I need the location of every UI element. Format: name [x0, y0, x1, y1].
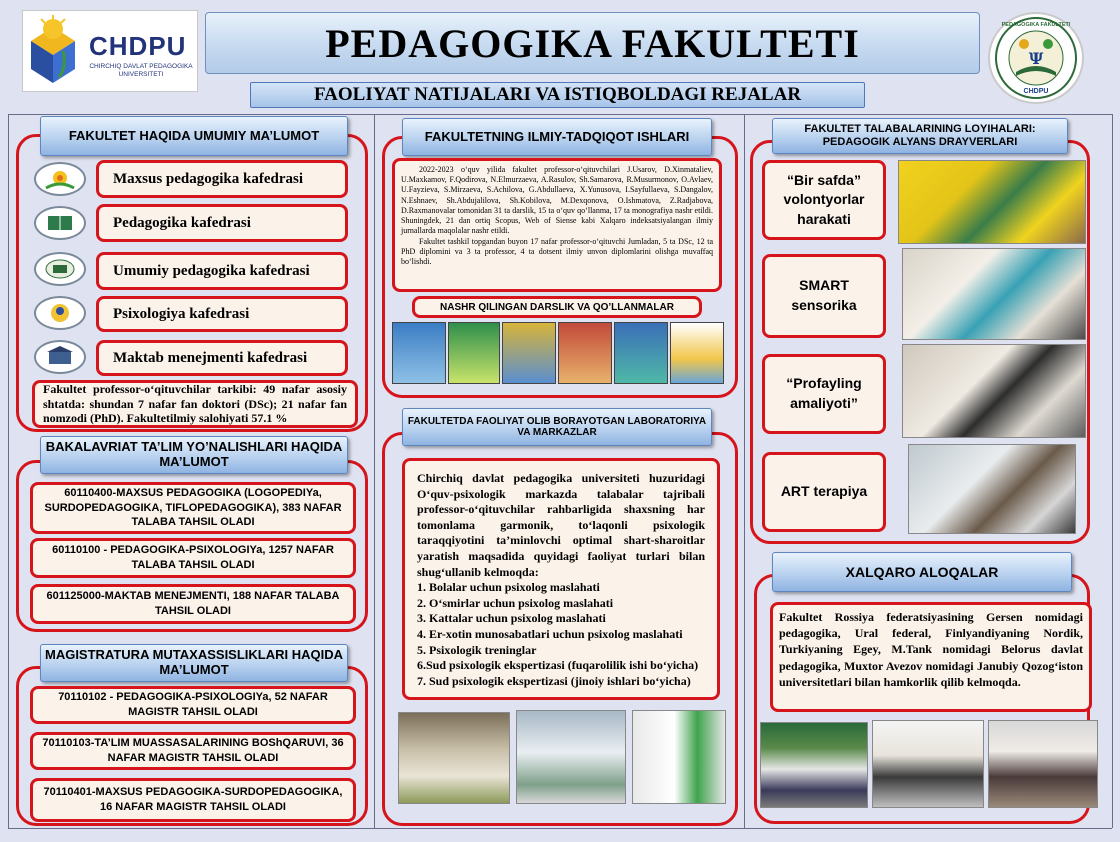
- bachelor-title: BAKALAVRIAT TA’LIM YO’NALISHLARI HAQIDA MA’LUMOT: [40, 436, 348, 474]
- book-cover-3: [502, 322, 556, 384]
- master-title: MAGISTRATURA MUTAXASSISLIKLARI HAQIDA MA’LUMOT: [40, 644, 348, 682]
- project-photo-2: [902, 248, 1086, 340]
- left-edge: [8, 114, 9, 828]
- dept-maxsus-pedagogika: Maxsus pedagogika kafedrasi: [96, 160, 348, 198]
- staff-info-box: [32, 380, 358, 428]
- research-text-box: [392, 158, 722, 292]
- intl-photo-2: [872, 720, 984, 808]
- projects-title: FAKULTET TALABALARINING LOYIHALARI: PEDAGOGIK ALYANS DRAYVERLARI: [772, 118, 1068, 154]
- university-logo: [22, 10, 198, 92]
- column-divider-2: [744, 114, 745, 828]
- right-edge: [1112, 114, 1113, 828]
- labs-title: FAKULTETDA FAOLIYAT OLIB BORAYOTGAN LABORATORIYA VA MARKAZLAR: [402, 408, 712, 446]
- bottom-divider: [8, 828, 1112, 829]
- dept-pedagogika: Pedagogika kafedrasi: [96, 204, 348, 242]
- project-photo-4: [908, 444, 1076, 534]
- project-photo-1: [898, 160, 1086, 244]
- lab-photo-1: [398, 712, 510, 804]
- book-emblem-icon: [40, 256, 80, 282]
- lab-photo-2: [516, 710, 626, 804]
- dept-psixologiya: Psixologiya kafedrasi: [96, 296, 348, 332]
- flower-emblem-icon: [40, 166, 80, 192]
- building-emblem-icon: [40, 344, 80, 370]
- research-paragraph-1: 2022-2023 o‘quv yilida fakultet professor-o‘qituvchilari J.Usarov, D.Xinmataliev, U.Maxkamov, F.Qodirova, N.Elmurzaeva, A.Rasulov, Sh.Samarova, R.Musurmonov, O.Avlaev, U.Fayzieva, S.Mirzaeva, S.Achilova, G.Abdullaeva, X.Yunusova, I.Sayfullaeva, S.Dangalov, N.Eshnaev, Sh.Abdujalilova, Sh.Kobilova, M.Dexqonova, O.Ishmatova, Z.Radjabova, D.Raxmanovalar tomonidan 31 ta darslik, 15 ta o‘quv qo‘llanma, 17 ta monografiya nashr etildi. Shuningdek, 21 dan ortiq Scopus, Web of Siense kabi Xalqaro indeksatsiyalangan ilmiy jurnallarda maqolalar nashr etildi.: [401, 165, 713, 236]
- head-emblem-icon: [40, 300, 80, 326]
- master-program-1: 70110102 - PEDAGOGIKA-PSIXOLOGIYa, 52 NAFAR MAGISTR TAHSIL OLADI: [30, 686, 356, 724]
- general-info-title: FAKULTET HAQIDA UMUMIY MA’LUMOT: [40, 116, 348, 156]
- seal-top-text: PEDAGOGIKA FAKULTETI: [1001, 22, 1071, 28]
- top-divider: [8, 114, 1112, 115]
- labs-item-4: 4. Er-xotin munosabatlari uchun psixolog maslahati: [417, 626, 683, 641]
- book-cover-1: [392, 322, 446, 384]
- page-title: PEDAGOGIKA FAKULTETI: [205, 12, 980, 74]
- labs-text-box: [402, 458, 720, 700]
- dept-icon-3: [34, 252, 86, 286]
- book-cover-5: [614, 322, 668, 384]
- bachelor-program-1: 60110400-MAXSUS PEDAGOGIKA (LOGOPEDIYa, SURDOPEDAGOGIKA, TIFLOPEDAGOGIKA), 383 NAFAR TALABA TAHSIL OLADI: [30, 482, 356, 534]
- logo-subtitle: CHIRCHIQ DAVLAT PEDAGOGIKA UNIVERSITETI: [89, 63, 193, 78]
- staff-info-text: Fakultet professor-o‘qituvchilar tarkibi: 49 nafar asosiy shtatda: shundan 7 nafar fan doktori (DSc); 21 nafar fan nomzodi (PhD). Fakultetilmiy salohiyati 57.1 %: [43, 382, 347, 426]
- intl-photo-3: [988, 720, 1098, 808]
- dept-icon-4: [34, 296, 86, 330]
- labs-item-5: 5. Psixologik treninglar: [417, 642, 537, 657]
- dept-umumiy-pedagogika: Umumiy pedagogika kafedrasi: [96, 252, 348, 290]
- faculty-seal: [988, 12, 1084, 104]
- lab-photo-3: [632, 710, 726, 804]
- labs-intro: Chirchiq davlat pedagogika universiteti huzuridagi O‘quv-psixologik markazda talabalar tajribali professor-o‘qituvchilar rahbarligida shaxsning har tomonlama garmonik, to‘laqonli psixologik taraqqiyotini ta’minlovchi optimal shart-sharoitlar yaratish maqsadida quyidagi faoliyat turlari bilan shug‘ullanib kelmoqda:: [417, 471, 705, 579]
- dept-icon-5: [34, 340, 86, 374]
- intl-title: XALQARO ALOQALAR: [772, 552, 1072, 592]
- project-profayling: “Profayling amaliyoti”: [762, 354, 886, 434]
- book-cover-2: [448, 322, 500, 384]
- page-subtitle: FAOLIYAT NATIJALARI VA ISTIQBOLDAGI REJALAR: [250, 82, 865, 108]
- labs-item-7: 7. Sud psixologik ekspertizasi (jinoiy ishlari bo‘yicha): [417, 673, 691, 688]
- research-title: FAKULTETNING ILMIY-TADQIQOT ISHLARI: [402, 118, 712, 156]
- intl-text: Fakultet Rossiya federatsiyasining Gersen nomidagi pedagogika, Ural federal, Finlyandiyaning Nordik, Turkiyaning Egey, M.Tank nomidagi Belorus davlat pedagogika, Muxtor Avezov nomidagi Janubiy Qozog‘iston universitetlari bilan hamkorlik qilib kelmoqda.: [779, 610, 1083, 689]
- book-cover-4: [558, 322, 612, 384]
- labs-item-6: 6.Sud psixologik ekspertizasi (fuqarolilik ishi bo‘yicha): [417, 658, 699, 673]
- seal-bottom-text: CHDPU: [1023, 88, 1049, 95]
- project-art-terapiya: ART terapiya: [762, 452, 886, 532]
- column-divider-1: [374, 114, 375, 828]
- bachelor-program-2: 60110100 - PEDAGOGIKA-PSIXOLOGIYa, 1257 NAFAR TALABA TAHSIL OLADI: [30, 538, 356, 578]
- intl-text-box: [770, 602, 1092, 712]
- book-emblem-icon: [40, 210, 80, 236]
- svg-text:Ψ: Ψ: [1028, 49, 1044, 68]
- dept-icon-1: [34, 162, 86, 196]
- labs-item-1: 1. Bolalar uchun psixolog maslahati: [417, 580, 600, 595]
- dept-icon-2: [34, 206, 86, 240]
- project-photo-3: [902, 344, 1086, 438]
- master-program-3: 70110401-MAXSUS PEDAGOGIKA-SURDOPEDAGOGIKA, 16 NAFAR MAGISTR TAHSIL OLADI: [30, 778, 356, 822]
- logo-name: CHDPU: [89, 31, 187, 61]
- labs-item-2: 2. O‘smirlar uchun psixolog maslahati: [417, 595, 614, 610]
- labs-item-3: 3. Kattalar uchun psixolog maslahati: [417, 611, 606, 626]
- intl-photo-1: [760, 722, 868, 808]
- book-cover-6: [670, 322, 724, 384]
- research-paragraph-2: Fakultet tashkil topgandan buyon 17 nafar professor-o‘qituvchi Jumladan, 5 ta DSc, 12 ta PhD diplomini va 3 ta professor, 4 ta dotsent ilmiy unvon diplomlarini olishga muvaffaq bo‘lishdi.: [401, 236, 713, 267]
- bachelor-program-3: 601125000-MAKTAB MENEJMENTI, 188 NAFAR TALABA TAHSIL OLADI: [30, 584, 356, 624]
- book-covers: [392, 322, 724, 386]
- project-bir-safda: “Bir safda” volontyorlar harakati: [762, 160, 886, 240]
- dept-maktab-menejmenti: Maktab menejmenti kafedrasi: [96, 340, 348, 376]
- project-smart-sensorika: SMART sensorika: [762, 254, 886, 338]
- books-title: NASHR QILINGAN DARSLIK VA QO’LLANMALAR: [412, 296, 702, 318]
- master-program-2: 70110103-TA’LIM MUASSASALARINING BOShQARUVI, 36 NAFAR MAGISTR TAHSIL OLADI: [30, 732, 356, 770]
